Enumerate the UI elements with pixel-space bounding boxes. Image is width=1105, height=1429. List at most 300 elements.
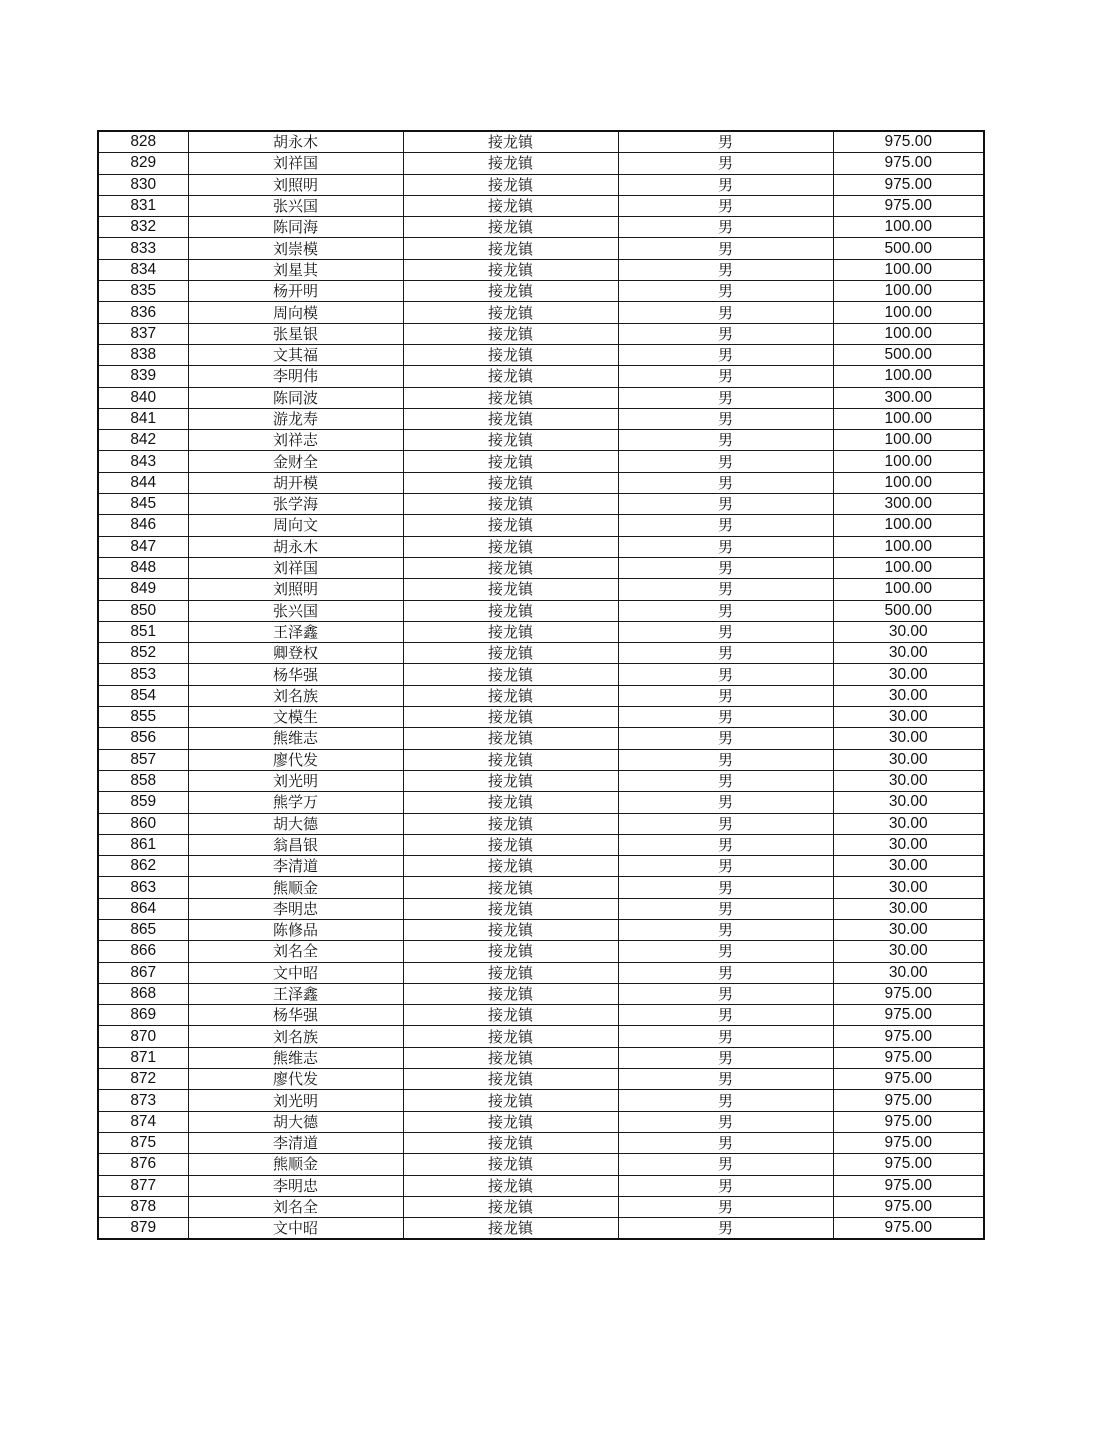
table-row <box>98 621 984 642</box>
town-cell: 接龙镇 <box>403 643 618 664</box>
town-cell: 接龙镇 <box>403 983 618 1004</box>
town-cell: 接龙镇 <box>403 238 618 259</box>
gender-cell: 男 <box>618 1218 833 1240</box>
person-name-cell: 文中昭 <box>188 1218 403 1240</box>
person-name-cell: 胡永木 <box>188 536 403 557</box>
serial-number-cell: 828 <box>98 131 188 153</box>
serial-number-cell: 831 <box>98 195 188 216</box>
gender-cell: 男 <box>618 664 833 685</box>
serial-number-cell: 864 <box>98 898 188 919</box>
table-row <box>98 536 984 557</box>
person-name-cell: 张兴国 <box>188 195 403 216</box>
town-cell: 接龙镇 <box>403 131 618 153</box>
person-name-cell: 廖代发 <box>188 749 403 770</box>
person-name-cell: 文中昭 <box>188 962 403 983</box>
gender-cell: 男 <box>618 813 833 834</box>
town-cell: 接龙镇 <box>403 451 618 472</box>
town-cell: 接龙镇 <box>403 1196 618 1217</box>
amount-cell: 300.00 <box>833 494 984 515</box>
serial-number-cell: 865 <box>98 919 188 940</box>
person-name-cell: 李明忠 <box>188 1175 403 1196</box>
person-name-cell: 刘祥国 <box>188 153 403 174</box>
amount-cell: 100.00 <box>833 536 984 557</box>
person-name-cell: 胡大德 <box>188 1111 403 1132</box>
person-name-cell: 熊顺金 <box>188 877 403 898</box>
gender-cell: 男 <box>618 919 833 940</box>
table-row <box>98 1026 984 1047</box>
table-row <box>98 366 984 387</box>
gender-cell: 男 <box>618 643 833 664</box>
town-cell: 接龙镇 <box>403 707 618 728</box>
amount-cell: 100.00 <box>833 579 984 600</box>
person-name-cell: 刘名全 <box>188 1196 403 1217</box>
town-cell: 接龙镇 <box>403 856 618 877</box>
table-row <box>98 217 984 238</box>
town-cell: 接龙镇 <box>403 1111 618 1132</box>
person-name-cell: 李明忠 <box>188 898 403 919</box>
gender-cell: 男 <box>618 1196 833 1217</box>
town-cell: 接龙镇 <box>403 153 618 174</box>
table-row <box>98 941 984 962</box>
gender-cell: 男 <box>618 1154 833 1175</box>
gender-cell: 男 <box>618 707 833 728</box>
amount-cell: 30.00 <box>833 685 984 706</box>
amount-cell: 100.00 <box>833 259 984 280</box>
amount-cell: 975.00 <box>833 174 984 195</box>
town-cell: 接龙镇 <box>403 1154 618 1175</box>
gender-cell: 男 <box>618 1090 833 1111</box>
town-cell: 接龙镇 <box>403 1218 618 1240</box>
amount-cell: 30.00 <box>833 621 984 642</box>
table-row <box>98 792 984 813</box>
table-row <box>98 238 984 259</box>
gender-cell: 男 <box>618 238 833 259</box>
amount-cell: 975.00 <box>833 1026 984 1047</box>
serial-number-cell: 871 <box>98 1047 188 1068</box>
amount-cell: 30.00 <box>833 834 984 855</box>
town-cell: 接龙镇 <box>403 579 618 600</box>
serial-number-cell: 838 <box>98 344 188 365</box>
serial-number-cell: 878 <box>98 1196 188 1217</box>
gender-cell: 男 <box>618 430 833 451</box>
person-name-cell: 熊维志 <box>188 728 403 749</box>
town-cell: 接龙镇 <box>403 366 618 387</box>
person-name-cell: 杨华强 <box>188 664 403 685</box>
town-cell: 接龙镇 <box>403 1026 618 1047</box>
town-cell: 接龙镇 <box>403 302 618 323</box>
gender-cell: 男 <box>618 856 833 877</box>
serial-number-cell: 847 <box>98 536 188 557</box>
gender-cell: 男 <box>618 792 833 813</box>
table-row <box>98 408 984 429</box>
town-cell: 接龙镇 <box>403 387 618 408</box>
serial-number-cell: 846 <box>98 515 188 536</box>
serial-number-cell: 859 <box>98 792 188 813</box>
table-row <box>98 323 984 344</box>
town-cell: 接龙镇 <box>403 685 618 706</box>
town-cell: 接龙镇 <box>403 281 618 302</box>
person-name-cell: 陈同波 <box>188 387 403 408</box>
person-name-cell: 胡开模 <box>188 472 403 493</box>
amount-cell: 975.00 <box>833 1196 984 1217</box>
amount-cell: 30.00 <box>833 770 984 791</box>
serial-number-cell: 876 <box>98 1154 188 1175</box>
serial-number-cell: 861 <box>98 834 188 855</box>
table-row <box>98 749 984 770</box>
table-row <box>98 1005 984 1026</box>
table-row <box>98 834 984 855</box>
town-cell: 接龙镇 <box>403 877 618 898</box>
town-cell: 接龙镇 <box>403 536 618 557</box>
amount-cell: 100.00 <box>833 323 984 344</box>
gender-cell: 男 <box>618 877 833 898</box>
amount-cell: 30.00 <box>833 728 984 749</box>
gender-cell: 男 <box>618 131 833 153</box>
person-name-cell: 刘崇模 <box>188 238 403 259</box>
gender-cell: 男 <box>618 1005 833 1026</box>
gender-cell: 男 <box>618 1111 833 1132</box>
serial-number-cell: 853 <box>98 664 188 685</box>
gender-cell: 男 <box>618 898 833 919</box>
person-name-cell: 张兴国 <box>188 600 403 621</box>
amount-cell: 30.00 <box>833 898 984 919</box>
amount-cell: 975.00 <box>833 1111 984 1132</box>
gender-cell: 男 <box>618 472 833 493</box>
gender-cell: 男 <box>618 983 833 1004</box>
table-row <box>98 898 984 919</box>
table-row <box>98 259 984 280</box>
person-name-cell: 周向模 <box>188 302 403 323</box>
gender-cell: 男 <box>618 1132 833 1153</box>
amount-cell: 100.00 <box>833 408 984 429</box>
town-cell: 接龙镇 <box>403 600 618 621</box>
table-row <box>98 1218 984 1240</box>
serial-number-cell: 839 <box>98 366 188 387</box>
person-name-cell: 文模生 <box>188 707 403 728</box>
table-row <box>98 707 984 728</box>
gender-cell: 男 <box>618 600 833 621</box>
person-name-cell: 陈同海 <box>188 217 403 238</box>
person-name-cell: 周向文 <box>188 515 403 536</box>
table-row <box>98 962 984 983</box>
table-row <box>98 813 984 834</box>
town-cell: 接龙镇 <box>403 898 618 919</box>
serial-number-cell: 842 <box>98 430 188 451</box>
gender-cell: 男 <box>618 770 833 791</box>
person-name-cell: 胡大德 <box>188 813 403 834</box>
serial-number-cell: 857 <box>98 749 188 770</box>
town-cell: 接龙镇 <box>403 195 618 216</box>
town-cell: 接龙镇 <box>403 1175 618 1196</box>
serial-number-cell: 854 <box>98 685 188 706</box>
table-row <box>98 472 984 493</box>
gender-cell: 男 <box>618 557 833 578</box>
serial-number-cell: 863 <box>98 877 188 898</box>
gender-cell: 男 <box>618 1026 833 1047</box>
person-name-cell: 游龙寿 <box>188 408 403 429</box>
gender-cell: 男 <box>618 1069 833 1090</box>
amount-cell: 975.00 <box>833 1175 984 1196</box>
serial-number-cell: 840 <box>98 387 188 408</box>
amount-cell: 30.00 <box>833 919 984 940</box>
amount-cell: 100.00 <box>833 217 984 238</box>
town-cell: 接龙镇 <box>403 1047 618 1068</box>
gender-cell: 男 <box>618 281 833 302</box>
amount-cell: 975.00 <box>833 195 984 216</box>
person-name-cell: 张学海 <box>188 494 403 515</box>
amount-cell: 975.00 <box>833 131 984 153</box>
roster-table <box>97 130 985 1240</box>
gender-cell: 男 <box>618 536 833 557</box>
amount-cell: 975.00 <box>833 1154 984 1175</box>
person-name-cell: 熊学万 <box>188 792 403 813</box>
amount-cell: 500.00 <box>833 238 984 259</box>
person-name-cell: 李明伟 <box>188 366 403 387</box>
amount-cell: 100.00 <box>833 281 984 302</box>
person-name-cell: 刘名全 <box>188 941 403 962</box>
gender-cell: 男 <box>618 749 833 770</box>
town-cell: 接龙镇 <box>403 1069 618 1090</box>
table-row <box>98 1196 984 1217</box>
person-name-cell: 杨华强 <box>188 1005 403 1026</box>
serial-number-cell: 841 <box>98 408 188 429</box>
town-cell: 接龙镇 <box>403 962 618 983</box>
serial-number-cell: 832 <box>98 217 188 238</box>
table-row <box>98 195 984 216</box>
serial-number-cell: 836 <box>98 302 188 323</box>
serial-number-cell: 875 <box>98 1132 188 1153</box>
serial-number-cell: 833 <box>98 238 188 259</box>
table-row <box>98 1154 984 1175</box>
town-cell: 接龙镇 <box>403 941 618 962</box>
serial-number-cell: 873 <box>98 1090 188 1111</box>
amount-cell: 500.00 <box>833 600 984 621</box>
table-row <box>98 643 984 664</box>
table-row <box>98 174 984 195</box>
town-cell: 接龙镇 <box>403 217 618 238</box>
table-row <box>98 1175 984 1196</box>
serial-number-cell: 870 <box>98 1026 188 1047</box>
town-cell: 接龙镇 <box>403 770 618 791</box>
table-row <box>98 919 984 940</box>
gender-cell: 男 <box>618 1047 833 1068</box>
serial-number-cell: 877 <box>98 1175 188 1196</box>
gender-cell: 男 <box>618 408 833 429</box>
roster-table-body <box>98 131 984 1239</box>
serial-number-cell: 868 <box>98 983 188 1004</box>
person-name-cell: 张星银 <box>188 323 403 344</box>
gender-cell: 男 <box>618 195 833 216</box>
table-row <box>98 494 984 515</box>
town-cell: 接龙镇 <box>403 515 618 536</box>
town-cell: 接龙镇 <box>403 1090 618 1111</box>
gender-cell: 男 <box>618 494 833 515</box>
town-cell: 接龙镇 <box>403 430 618 451</box>
person-name-cell: 李清道 <box>188 1132 403 1153</box>
serial-number-cell: 879 <box>98 1218 188 1240</box>
person-name-cell: 刘星其 <box>188 259 403 280</box>
serial-number-cell: 855 <box>98 707 188 728</box>
serial-number-cell: 849 <box>98 579 188 600</box>
town-cell: 接龙镇 <box>403 834 618 855</box>
person-name-cell: 刘光明 <box>188 1090 403 1111</box>
table-row <box>98 302 984 323</box>
serial-number-cell: 845 <box>98 494 188 515</box>
gender-cell: 男 <box>618 153 833 174</box>
serial-number-cell: 843 <box>98 451 188 472</box>
serial-number-cell: 869 <box>98 1005 188 1026</box>
town-cell: 接龙镇 <box>403 664 618 685</box>
gender-cell: 男 <box>618 387 833 408</box>
serial-number-cell: 850 <box>98 600 188 621</box>
amount-cell: 975.00 <box>833 1069 984 1090</box>
table-row <box>98 1090 984 1111</box>
town-cell: 接龙镇 <box>403 344 618 365</box>
gender-cell: 男 <box>618 685 833 706</box>
person-name-cell: 刘祥国 <box>188 557 403 578</box>
town-cell: 接龙镇 <box>403 408 618 429</box>
serial-number-cell: 862 <box>98 856 188 877</box>
serial-number-cell: 856 <box>98 728 188 749</box>
table-row <box>98 877 984 898</box>
table-row <box>98 153 984 174</box>
person-name-cell: 刘名族 <box>188 1026 403 1047</box>
gender-cell: 男 <box>618 834 833 855</box>
table-row <box>98 1111 984 1132</box>
amount-cell: 100.00 <box>833 430 984 451</box>
gender-cell: 男 <box>618 217 833 238</box>
amount-cell: 100.00 <box>833 451 984 472</box>
gender-cell: 男 <box>618 579 833 600</box>
table-row <box>98 131 984 153</box>
table-row <box>98 685 984 706</box>
gender-cell: 男 <box>618 344 833 365</box>
table-row <box>98 451 984 472</box>
amount-cell: 30.00 <box>833 749 984 770</box>
table-row <box>98 856 984 877</box>
gender-cell: 男 <box>618 941 833 962</box>
table-row <box>98 728 984 749</box>
amount-cell: 975.00 <box>833 153 984 174</box>
table-row <box>98 1132 984 1153</box>
town-cell: 接龙镇 <box>403 557 618 578</box>
amount-cell: 975.00 <box>833 1132 984 1153</box>
amount-cell: 100.00 <box>833 472 984 493</box>
serial-number-cell: 851 <box>98 621 188 642</box>
amount-cell: 30.00 <box>833 707 984 728</box>
person-name-cell: 刘名族 <box>188 685 403 706</box>
serial-number-cell: 874 <box>98 1111 188 1132</box>
table-row <box>98 600 984 621</box>
amount-cell: 300.00 <box>833 387 984 408</box>
amount-cell: 100.00 <box>833 515 984 536</box>
gender-cell: 男 <box>618 259 833 280</box>
amount-cell: 30.00 <box>833 664 984 685</box>
amount-cell: 975.00 <box>833 983 984 1004</box>
gender-cell: 男 <box>618 621 833 642</box>
serial-number-cell: 834 <box>98 259 188 280</box>
serial-number-cell: 835 <box>98 281 188 302</box>
gender-cell: 男 <box>618 366 833 387</box>
serial-number-cell: 872 <box>98 1069 188 1090</box>
town-cell: 接龙镇 <box>403 621 618 642</box>
table-row <box>98 430 984 451</box>
serial-number-cell: 829 <box>98 153 188 174</box>
person-name-cell: 文其福 <box>188 344 403 365</box>
amount-cell: 975.00 <box>833 1218 984 1240</box>
table-row <box>98 387 984 408</box>
serial-number-cell: 860 <box>98 813 188 834</box>
serial-number-cell: 848 <box>98 557 188 578</box>
amount-cell: 30.00 <box>833 962 984 983</box>
town-cell: 接龙镇 <box>403 1005 618 1026</box>
gender-cell: 男 <box>618 1175 833 1196</box>
table-row <box>98 515 984 536</box>
amount-cell: 975.00 <box>833 1047 984 1068</box>
person-name-cell: 金财全 <box>188 451 403 472</box>
serial-number-cell: 837 <box>98 323 188 344</box>
person-name-cell: 廖代发 <box>188 1069 403 1090</box>
serial-number-cell: 830 <box>98 174 188 195</box>
person-name-cell: 王泽鑫 <box>188 621 403 642</box>
amount-cell: 30.00 <box>833 941 984 962</box>
amount-cell: 30.00 <box>833 813 984 834</box>
person-name-cell: 刘照明 <box>188 579 403 600</box>
amount-cell: 975.00 <box>833 1005 984 1026</box>
table-row <box>98 557 984 578</box>
town-cell: 接龙镇 <box>403 919 618 940</box>
gender-cell: 男 <box>618 323 833 344</box>
town-cell: 接龙镇 <box>403 749 618 770</box>
serial-number-cell: 852 <box>98 643 188 664</box>
town-cell: 接龙镇 <box>403 259 618 280</box>
table-row <box>98 579 984 600</box>
town-cell: 接龙镇 <box>403 174 618 195</box>
town-cell: 接龙镇 <box>403 813 618 834</box>
person-name-cell: 刘祥志 <box>188 430 403 451</box>
gender-cell: 男 <box>618 451 833 472</box>
table-row <box>98 1069 984 1090</box>
amount-cell: 30.00 <box>833 877 984 898</box>
person-name-cell: 李清道 <box>188 856 403 877</box>
table-row <box>98 770 984 791</box>
town-cell: 接龙镇 <box>403 323 618 344</box>
amount-cell: 975.00 <box>833 1090 984 1111</box>
table-row <box>98 983 984 1004</box>
person-name-cell: 刘照明 <box>188 174 403 195</box>
amount-cell: 30.00 <box>833 792 984 813</box>
table-row <box>98 1047 984 1068</box>
town-cell: 接龙镇 <box>403 792 618 813</box>
amount-cell: 100.00 <box>833 366 984 387</box>
person-name-cell: 胡永木 <box>188 131 403 153</box>
person-name-cell: 杨开明 <box>188 281 403 302</box>
serial-number-cell: 844 <box>98 472 188 493</box>
person-name-cell: 卿登权 <box>188 643 403 664</box>
person-name-cell: 王泽鑫 <box>188 983 403 1004</box>
town-cell: 接龙镇 <box>403 728 618 749</box>
person-name-cell: 陈修品 <box>188 919 403 940</box>
serial-number-cell: 867 <box>98 962 188 983</box>
amount-cell: 30.00 <box>833 856 984 877</box>
person-name-cell: 刘光明 <box>188 770 403 791</box>
person-name-cell: 熊维志 <box>188 1047 403 1068</box>
town-cell: 接龙镇 <box>403 494 618 515</box>
gender-cell: 男 <box>618 728 833 749</box>
town-cell: 接龙镇 <box>403 472 618 493</box>
amount-cell: 30.00 <box>833 643 984 664</box>
amount-cell: 500.00 <box>833 344 984 365</box>
